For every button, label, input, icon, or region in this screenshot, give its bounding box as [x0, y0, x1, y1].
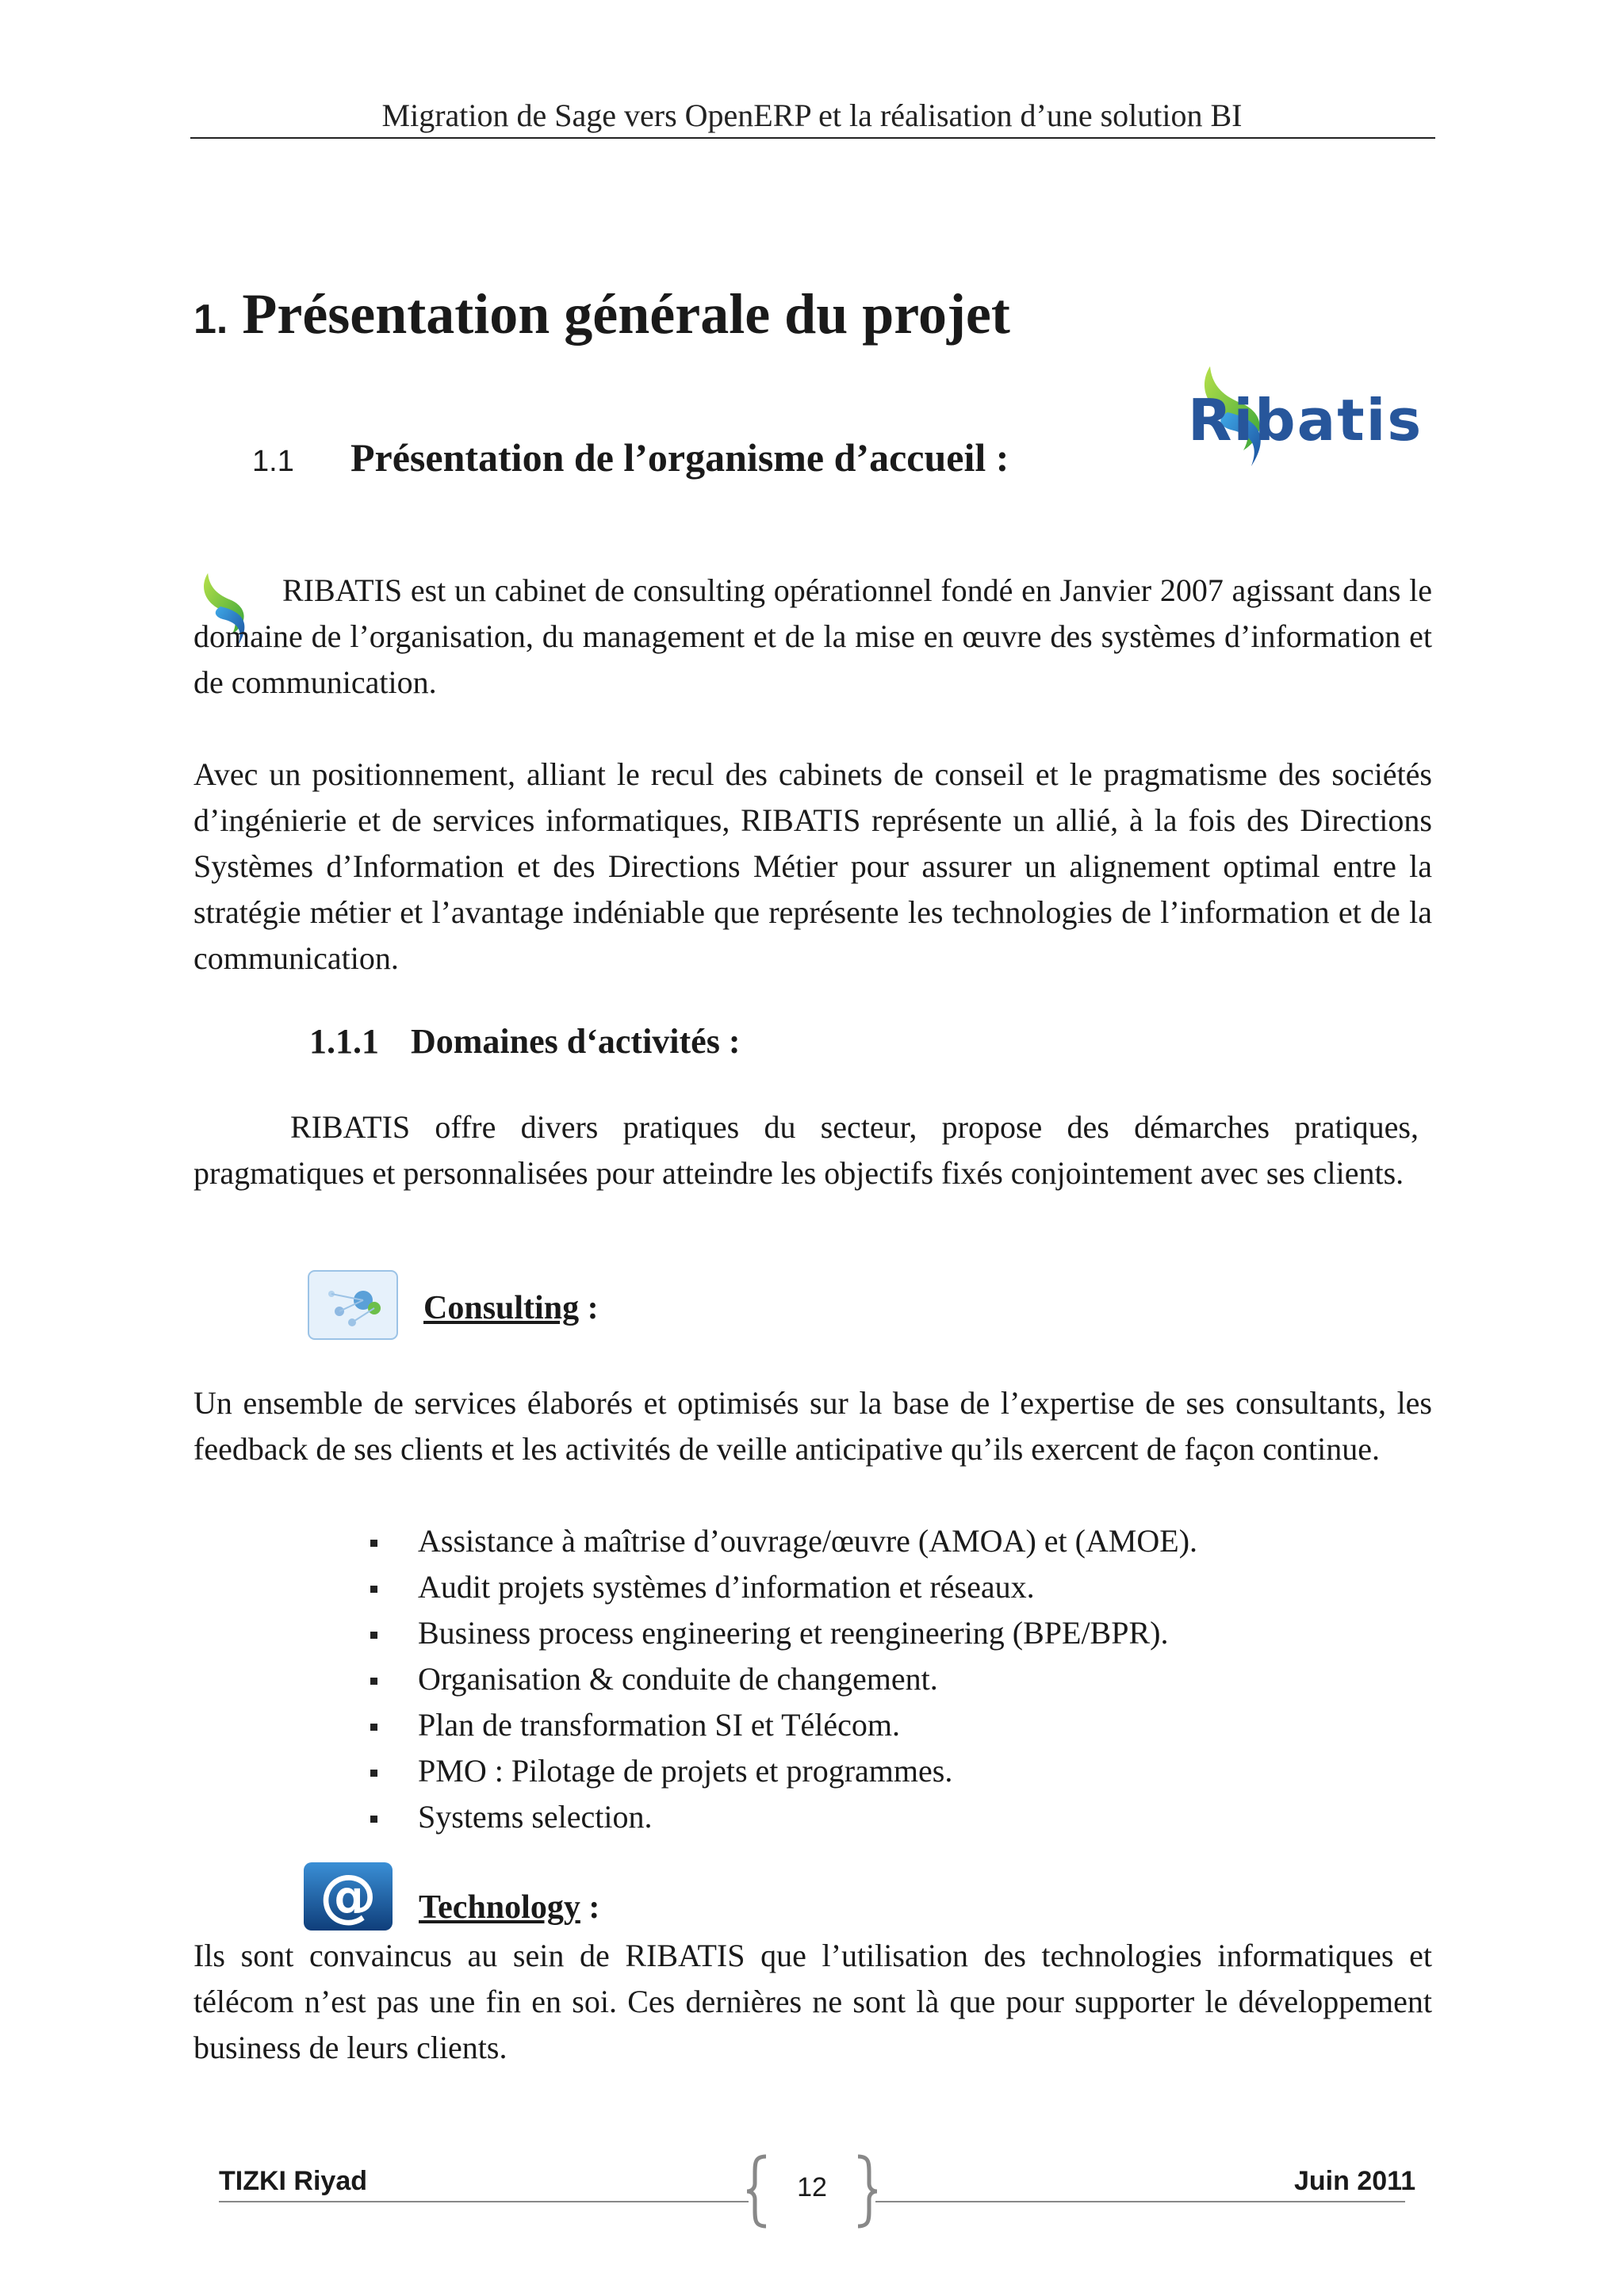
heading-colon: : [579, 1290, 599, 1326]
list-item: Business process engineering et reengineering (BPE/BPR). [369, 1610, 1197, 1656]
paragraph-text: RIBATIS offre divers pratiques du secteur, propose des démarches pratiques, pragmatiques et personnalisées pour atteindre les objectifs fixés conjointement avec ses clients. [193, 1109, 1419, 1191]
intro-paragraph-2 [193, 752, 1432, 982]
footer-rule-left [219, 2201, 749, 2202]
section-heading-1-1 [193, 434, 1009, 480]
list-item: Systems selection. [369, 1794, 1197, 1840]
right-brace-icon [850, 2153, 882, 2229]
section-title: Domaines d‘activités : [411, 1022, 741, 1061]
section-number: 1. [193, 297, 228, 342]
technology-heading [419, 1888, 599, 1927]
activities-intro [193, 1104, 1419, 1196]
consulting-network-icon [308, 1270, 398, 1340]
list-item: Assistance à maîtrise d’ouvrage/œuvre (AMOA) et (AMOE). [369, 1518, 1197, 1564]
technology-description [193, 1933, 1432, 2071]
paragraph-text: Avec un positionnement, alliant le recul des cabinets de conseil et le pragmatisme des sociétés d’ingénierie et de services informatiques, RIBATIS représente un allié, à la fois des Directions Systèmes d’Information et des Directions Métier pour assurer un alignement optimal entre la stratégie métier et l’avantage indéniable que représente les technologies de l’information et de la communication. [193, 756, 1432, 976]
ribatis-wordmark: Ribatis [1188, 387, 1423, 453]
paragraph-text: Ils sont convaincus au sein de RIBATIS que l’utilisation des technologies informatiques et télécom n’est pas une fin en soi. Ces dernières ne sont là que pour supporter le développement business de leurs clients. [193, 1938, 1432, 2065]
page-number: 12 [797, 2172, 827, 2202]
list-item: Organisation & conduite de changement. [369, 1656, 1197, 1702]
paragraph-text: RIBATIS est un cabinet de consulting opérationnel fondé en Janvier 2007 agissant dans le domaine de l’organisation, du management et de la mise en œuvre des systèmes d’information et de communication. [193, 572, 1432, 700]
consulting-heading [423, 1289, 599, 1327]
heading-colon: : [580, 1889, 600, 1926]
at-glyph: @ [320, 1862, 377, 1929]
footer-rule-right [875, 2201, 1405, 2202]
consulting-description [193, 1380, 1432, 1472]
consulting-title: Consulting [423, 1290, 580, 1326]
section-heading-1-1-1 [309, 1021, 741, 1062]
section-heading-1 [193, 281, 1010, 347]
technology-title: Technology [419, 1889, 580, 1926]
section-title: Présentation de l’organisme d’accueil : [350, 435, 1009, 480]
section-title: Présentation générale du projet [242, 282, 1010, 346]
consulting-services-list [369, 1518, 1197, 1840]
section-number: 1.1 [252, 445, 294, 478]
paragraph-text: Un ensemble de services élaborés et optimisés sur la base de l’expertise de ses consultants, les feedback de ses clients et les activités de veille anticipative qu’ils exercent de façon continue. [193, 1385, 1432, 1467]
footer-author: TIZKI Riyad [219, 2166, 368, 2196]
section-number: 1.1.1 [309, 1022, 379, 1061]
technology-at-icon [303, 1862, 393, 1931]
list-item: PMO : Pilotage de projets et programmes. [369, 1748, 1197, 1794]
header-rule [190, 137, 1435, 139]
footer-date: Juin 2011 [1294, 2166, 1416, 2196]
list-item: Plan de transformation SI et Télécom. [369, 1702, 1197, 1748]
intro-paragraph-1 [193, 568, 1432, 706]
running-header: Migration de Sage vers OpenERP et la réalisation d’une solution BI [381, 98, 1243, 133]
list-item: Audit projets systèmes d’information et réseaux. [369, 1564, 1197, 1610]
